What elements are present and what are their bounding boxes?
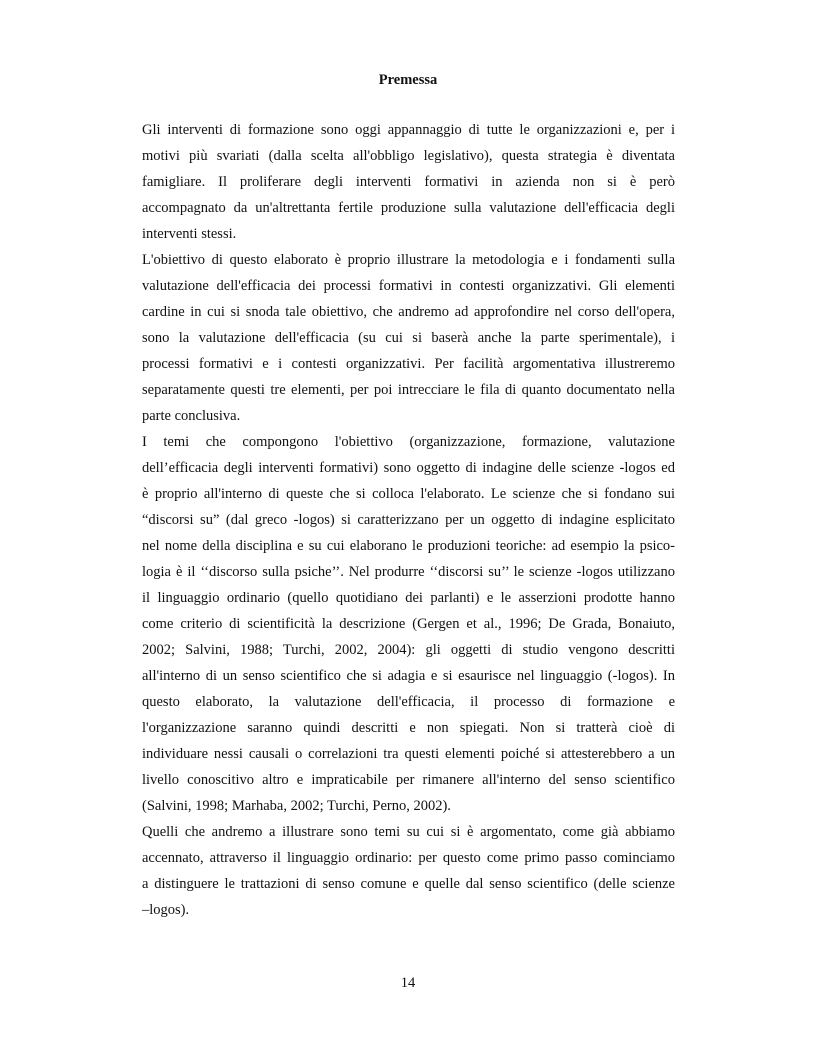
text-line: individuare nessi causali o correlazioni tra questi elementi poiché si attesterebbero a un	[142, 746, 675, 762]
text-line: questo elaborato, la valutazione dell'efficacia, il processo di formazione e	[142, 694, 675, 710]
text-line: all'interno di un senso scientifico che si adagia e si esaurisce nel linguaggio (-logos). In	[142, 668, 675, 684]
text-line: dell’efficacia degli interventi formativi) sono oggetto di indagine delle scienze -logos ed	[142, 460, 675, 476]
text-line: Gli interventi di formazione sono oggi appannaggio di tutte le organizzazioni e, per i	[142, 122, 675, 138]
text-line: famigliare. Il proliferare degli interventi formativi in azienda non si è però	[142, 174, 675, 190]
text-line: –logos).	[142, 902, 190, 918]
text-line: nel nome della disciplina e su cui elaborano le produzioni teoriche: ad esempio la psico-	[142, 538, 675, 554]
text-line: valutazione dell'efficacia dei processi formativi in contesti organizzativi. Gli elementi	[142, 278, 675, 294]
text-line: 2002; Salvini, 1988; Turchi, 2002, 2004): gli oggetti di studio vengono descritti	[142, 642, 675, 658]
text-line: cardine in cui si snoda tale obiettivo, che andremo ad approfondire nel corso dell'opera,	[142, 304, 675, 320]
text-line: accompagnato da un'altrettanta fertile produzione sulla valutazione dell'efficacia degli	[142, 200, 675, 216]
text-line: separatamente questi tre elementi, per poi intrecciare le fila di quanto documentato nella	[142, 382, 675, 398]
page-title: Premessa	[378, 72, 438, 88]
text-line: il linguaggio ordinario (quello quotidiano dei parlanti) e le asserzioni prodotte hanno	[142, 590, 675, 606]
text-line: “discorsi su” (dal greco -logos) si caratterizzano per un oggetto di indagine esplicitato	[142, 512, 675, 528]
text-line: interventi stessi.	[142, 226, 237, 242]
text-line: l'organizzazione saranno quindi descritti e non spiegati. Non si tratterà cioè di	[142, 720, 675, 736]
text-line: sono la valutazione dell'efficacia (su cui si baserà anche la parte sperimentale), i	[142, 330, 675, 346]
text-line: è proprio all'interno di queste che si colloca l'elaborato. Le scienze che si fondano sui	[142, 486, 675, 502]
text-line: a distinguere le trattazioni di senso comune e quelle dal senso scientifico (delle scienze	[142, 876, 675, 892]
text-line: come criterio di scientificità la descrizione (Gergen et al., 1996; De Grada, Bonaiuto,	[142, 616, 675, 632]
text-line: livello conoscitivo altro e impraticabile per rimanere all'interno del senso scientifico	[142, 772, 675, 788]
text-line: (Salvini, 1998; Marhaba, 2002; Turchi, Perno, 2002).	[142, 798, 451, 814]
text-line: accennato, attraverso il linguaggio ordinario: per questo come primo passo cominciamo	[142, 850, 675, 866]
text-line: L'obiettivo di questo elaborato è proprio illustrare la metodologia e i fondamenti sulla	[142, 252, 675, 268]
text-line: motivi più svariati (dalla scelta all'obbligo legislativo), questa strategia è diventata	[142, 148, 675, 164]
text-line: processi formativi e i contesti organizzativi. Per facilità argomentativa illustreremo	[142, 356, 675, 372]
text-line: logia è il ‘‘discorso sulla psiche’’. Nel produrre ‘‘discorsi su’’ le scienze -logos utilizzano	[142, 564, 675, 580]
page-number: 14	[400, 975, 416, 991]
text-line: parte conclusiva.	[142, 408, 241, 424]
body-text	[142, 117, 675, 923]
text-line: Quelli che andremo a illustrare sono temi su cui si è argomentato, come già abbiamo	[142, 824, 675, 840]
text-line: I temi che compongono l'obiettivo (organizzazione, formazione, valutazione	[142, 434, 675, 450]
